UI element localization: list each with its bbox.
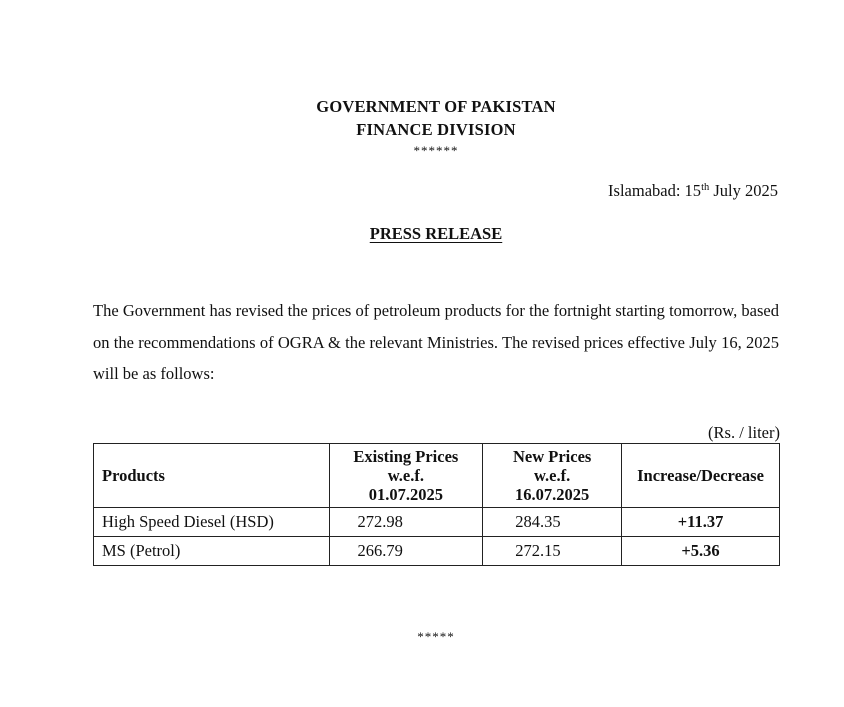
dateline-place-day: Islamabad: 15 xyxy=(608,181,702,200)
cell-product: MS (Petrol) xyxy=(94,537,330,566)
cell-change: +5.36 xyxy=(622,537,780,566)
table-row xyxy=(94,537,780,566)
price-table xyxy=(93,443,780,566)
header-existing-prices xyxy=(329,444,483,508)
cell-existing-price: 272.98 xyxy=(329,508,483,537)
dateline xyxy=(608,181,778,201)
body-paragraph: The Government has revised the prices of petroleum products for the fortnight starting tomorrow, based on the recommendations of OGRA & the relevant Ministries. The revised prices effective July 16, 2025 will be as follows: xyxy=(93,301,779,383)
dateline-ordinal: th xyxy=(701,182,710,193)
unit-note: (Rs. / liter) xyxy=(708,423,780,442)
press-release-title: PRESS RELEASE xyxy=(369,224,503,243)
cell-new-price: 272.15 xyxy=(483,537,622,566)
division-name: FINANCE DIVISION xyxy=(356,120,516,139)
table-row xyxy=(94,508,780,537)
table-header-row xyxy=(94,444,780,508)
header-existing-line1: Existing Prices xyxy=(353,447,459,466)
org-name: GOVERNMENT OF PAKISTAN xyxy=(316,97,556,116)
cell-change: +11.37 xyxy=(622,508,780,537)
dateline-month-year: July 2025 xyxy=(709,181,778,200)
header-products: Products xyxy=(94,444,330,508)
cell-existing-price: 266.79 xyxy=(329,537,483,566)
header-existing-line2: w.e.f. xyxy=(387,466,424,485)
footer-separator: ***** xyxy=(417,629,455,644)
header-separator: ****** xyxy=(413,143,459,158)
header-existing-line3: 01.07.2025 xyxy=(368,485,443,504)
header-new-line2: w.e.f. xyxy=(534,466,571,485)
header-increase-decrease: Increase/Decrease xyxy=(622,444,780,508)
cell-new-price: 284.35 xyxy=(483,508,622,537)
header-new-prices xyxy=(483,444,622,508)
cell-product: High Speed Diesel (HSD) xyxy=(94,508,330,537)
header-new-line3: 16.07.2025 xyxy=(515,485,590,504)
header-new-line1: New Prices xyxy=(512,447,592,466)
